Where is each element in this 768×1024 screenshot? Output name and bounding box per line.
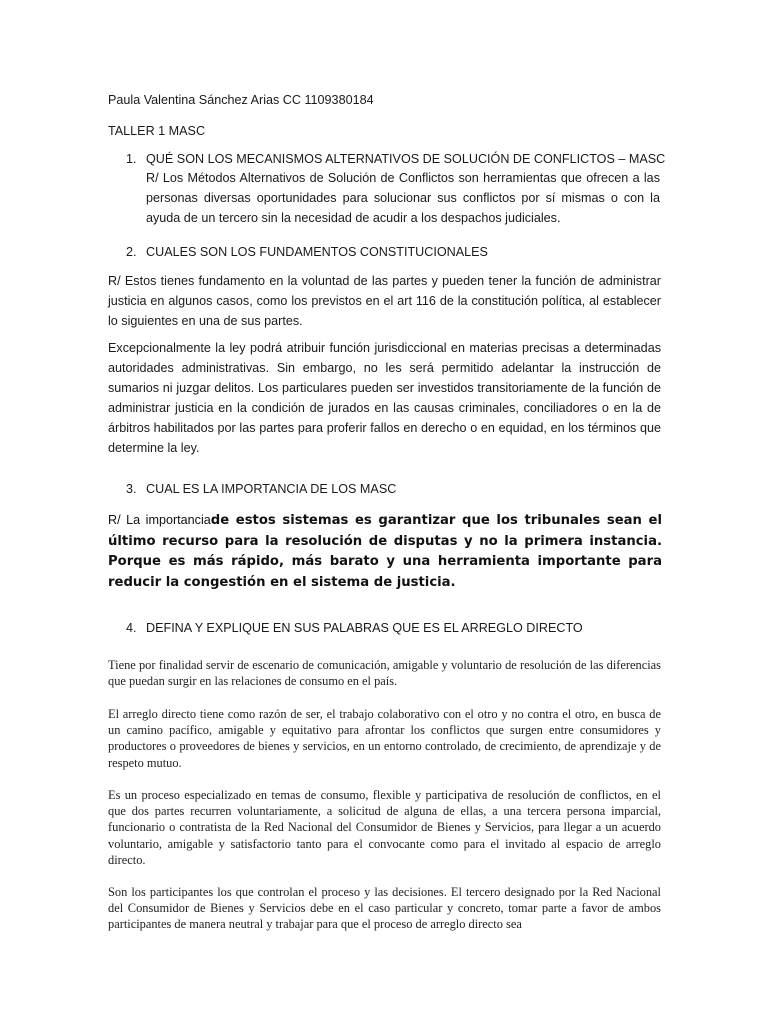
question-title: DEFINA Y EXPLIQUE EN SUS PALABRAS QUE ES EL ARREGLO DIRECTO [146,621,583,635]
question-4-paragraph-2: El arreglo directo tiene como razón de ser, el trabajo colaborativo con el otro y no contra el otro, en busca de un camino pacífico, amigable y equitativo para afrontar los conflictos que surgen entre consumidores y productores o proveedores de bienes y servicios, en un entorno controlado, de crecimiento, de aprendizaje y de respeto mutuo. [108,707,661,770]
question-title: QUÉ SON LOS MECANISMOS ALTERNATIVOS DE SOLUCIÓN DE CONFLICTOS – MASC [146,152,666,166]
question-4-paragraph-4: Son los participantes los que controlan el proceso y las decisiones. El tercero designado por la Red Nacional del Consumidor de Bienes y Servicios debe en el caso particular y concreto, tomar parte a favor de ambos participantes de manera neutral y trabajar para que el proceso de arreglo directo sea [108,885,661,932]
question-title: CUALES SON LOS FUNDAMENTOS CONSTITUCIONALES [146,245,488,259]
question-number: 2. [126,245,137,259]
question-title: CUAL ES LA IMPORTANCIA DE LOS MASC [146,482,397,496]
answer-bold-text: de estos sistemas es garantizar que los tribunales sean el último recurso para la resolución de disputas y no la primera instancia. Porque es más rápido, más barato y una herramienta importante para reducir la congestión en el sistema de justicia. [108,513,663,590]
question-number: 1. [126,152,137,166]
question-number: 4. [126,621,137,635]
question-4-paragraph-3: Es un proceso especializado en temas de consumo, flexible y participativa de resolución de conflictos, en el que dos partes recurren voluntariamente, a solicitud de alguna de ellas, a una tercera persona imparcial, funcionario o contratista de la Red Nacional del Consumidor de Bienes y Servicios, para llegar a un acuerdo voluntario, amigable y satisfactorio tanto para el convocante como para el invitado al espacio de arreglo directo. [108,788,661,867]
question-4-paragraph-1: Tiene por finalidad servir de escenario de comunicación, amigable y voluntario de resolución de las diferencias que puedan surgir en las relaciones de consumo en el país. [108,658,661,689]
question-number: 3. [126,482,137,496]
question-1-answer: R/ Los Métodos Alternativos de Solución de Conflictos son herramientas que ofrecen a las personas diversas oportunidades para solucionar sus conflictos por sí mismas o con la ayuda de un tercero sin la necesidad de acudir a los despachos judiciales. [146,171,660,225]
question-3-answer [108,510,662,593]
answer-lead: R/ La importancia [108,513,211,527]
document-title: TALLER 1 MASC [108,124,206,138]
question-2-paragraph-2: Excepcionalmente la ley podrá atribuir función jurisdiccional en materias precisas a determinadas autoridades administrativas. Sin embargo, no les será permitido adelantar la instrucción de sumarios ni juzgar delitos. Los particulares pueden ser investidos transitoriamente de la función de administrar justicia en la condición de jurados en las causas criminales, conciliadores o en la de árbitros habilitados por las partes para proferir fallos en derecho o en equidad, en los términos que determine la ley. [108,341,661,455]
question-2-paragraph-1: R/ Estos tienes fundamento en la voluntad de las partes y pueden tener la función de administrar justicia en algunos casos, como los previstos en el art 116 de la constitución política, al establecer lo siguientes en una de sus partes. [108,274,661,328]
author-line: Paula Valentina Sánchez Arias CC 1109380184 [108,93,374,107]
